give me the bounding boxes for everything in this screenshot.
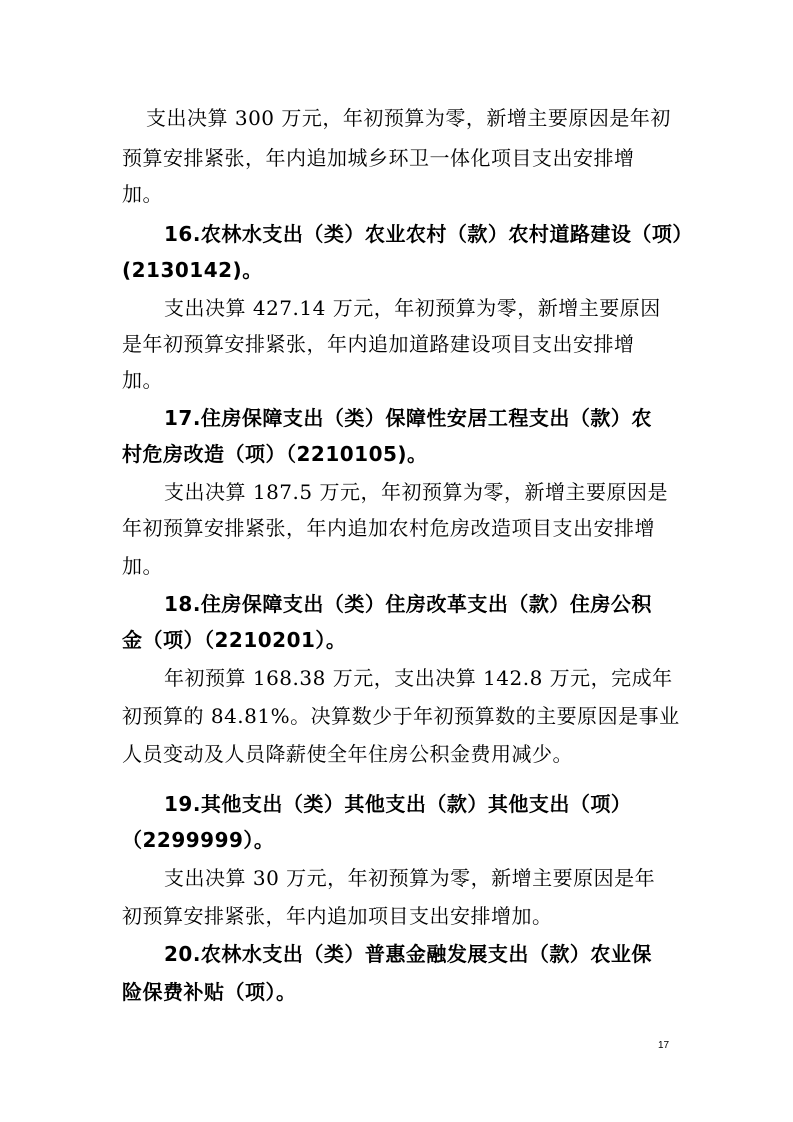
heading-18-line-2: 金（项）（2210201）。	[122, 628, 347, 652]
paragraph-18-line-2: 初预算的 84.81%。决算数少于年初预算数的主要原因是事业	[122, 704, 680, 728]
paragraph-19-line-1: 支出决算 30 万元，年初预算为零，新增主要原因是年	[164, 866, 656, 890]
paragraph-15-line-3: 加。	[122, 182, 163, 206]
paragraph-16-line-2: 是年初预算安排紧张，年内追加道路建设项目支出安排增	[122, 332, 635, 356]
paragraph-16-line-1: 支出决算 427.14 万元，年初预算为零，新增主要原因	[164, 296, 661, 320]
page-number: 17	[658, 1040, 670, 1051]
paragraph-17-line-2: 年初预算安排紧张，年内追加农村危房改造项目支出安排增	[122, 516, 655, 540]
heading-19-line-2: （2299999）。	[122, 828, 275, 852]
paragraph-19-line-2: 初预算安排紧张，年内追加项目支出安排增加。	[122, 904, 553, 928]
paragraph-18-line-3: 人员变动及人员降薪使全年住房公积金费用减少。	[122, 742, 573, 766]
heading-20-line-2: 险保费补贴（项）。	[122, 980, 297, 1004]
paragraph-18-line-1: 年初预算 168.38 万元，支出决算 142.8 万元，完成年	[164, 666, 673, 690]
paragraph-17-line-3: 加。	[122, 554, 163, 578]
heading-17-line-2: 村危房改造（项）（2210105)。	[122, 442, 428, 466]
heading-20-line-1: 20.农林水支出（类）普惠金融发展支出（款）农业保	[164, 942, 652, 966]
paragraph-15-line-1: 支出决算 300 万元，年初预算为零，新增主要原因是年初	[146, 106, 671, 130]
paragraph-15-line-2: 预算安排紧张，年内追加城乡环卫一体化项目支出安排增	[122, 146, 635, 170]
heading-19-line-1: 19.其他支出（类）其他支出（款）其他支出（项）	[164, 792, 632, 816]
heading-18-line-1: 18.住房保障支出（类）住房改革支出（款）住房公积	[164, 592, 652, 616]
heading-16-line-1: 16.农林水支出（类）农业农村（款）农村道路建设（项）	[164, 222, 693, 246]
paragraph-17-line-1: 支出决算 187.5 万元，年初预算为零，新增主要原因是	[164, 480, 668, 504]
heading-16-line-2: (2130142)。	[122, 258, 263, 282]
heading-17-line-1: 17.住房保障支出（类）保障性安居工程支出（款）农	[164, 406, 652, 430]
paragraph-16-line-3: 加。	[122, 368, 163, 392]
